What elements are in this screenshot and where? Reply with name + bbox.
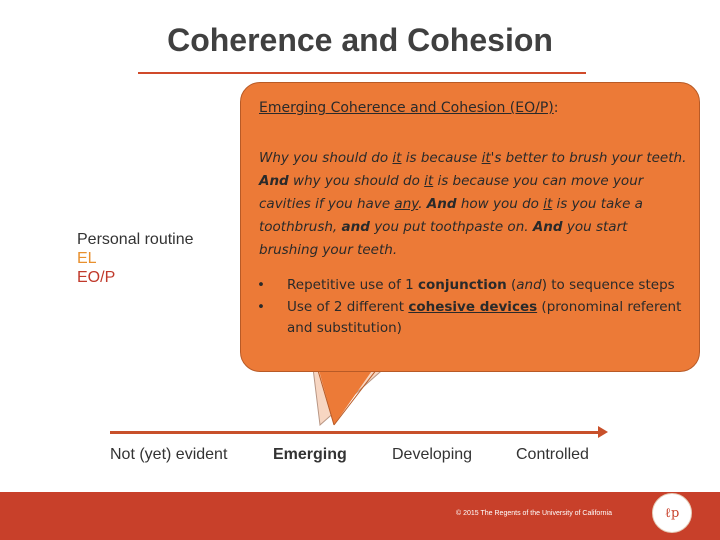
- scale-arrowhead: [598, 426, 608, 438]
- bullet-marker: •: [257, 277, 265, 293]
- footer-bar: [0, 492, 720, 540]
- label-personal-routine: Personal routine: [77, 231, 194, 248]
- bullet-list: [257, 275, 687, 340]
- label-eop: EO/P: [77, 269, 116, 286]
- copyright-text: © 2015 The Regents of the University of California: [456, 510, 612, 517]
- bullet-marker: •: [257, 298, 265, 315]
- progression-scale-line: [110, 431, 600, 434]
- callout-box: [240, 82, 700, 372]
- logo-icon: ℓp: [652, 493, 692, 533]
- scale-label-emerging: Emerging: [273, 446, 347, 463]
- scale-label-developing: Developing: [392, 446, 473, 463]
- scale-label-controlled: Controlled: [516, 446, 589, 463]
- slide-title: Coherence and Cohesion: [167, 22, 553, 58]
- bullet-item: • Use of 2 different cohesive devices (pronominal referent and substitution): [257, 297, 687, 340]
- student-quote: Why you should do it is because it's better to brush your teeth. And why you should do it is because you can move your cavities if you have any. And how you do it is you take a toothbrush, and you put toothpaste on. And you start brushing your teeth.: [259, 150, 687, 258]
- bullet-item: • Repetitive use of 1 conjunction (and) to sequence steps: [257, 275, 687, 297]
- callout-heading: Emerging Coherence and Cohesion (EO/P):: [259, 100, 559, 116]
- scale-labels: [0, 446, 720, 470]
- label-el: EL: [77, 250, 97, 267]
- scale-label-not-yet-evident: Not (yet) evident: [110, 446, 228, 463]
